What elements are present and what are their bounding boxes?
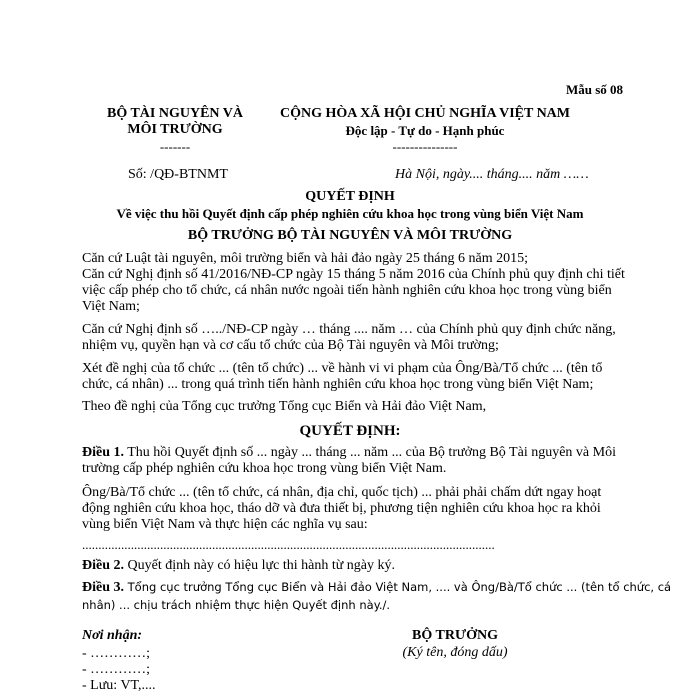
article-1-label: Điều 1.: [82, 445, 124, 460]
preamble-recommendation: Theo đề nghị của Tổng cục trưởng Tổng cục Biển và Hải đảo Việt Nam,: [82, 399, 487, 414]
article-1-obligation-line1: Ông/Bà/Tổ chức ... (tên tổ chức, cá nhân, địa chỉ, quốc tịch) ... phải phải chấm dứt ngay hoạt: [82, 485, 602, 500]
article-3-line2: nhân) ... chịu trách nhiệm thực hiện Quyết định này./.: [82, 598, 391, 612]
issuing-authority: BỘ TRƯỞNG BỘ TÀI NGUYÊN VÀ MÔI TRƯỜNG: [187, 228, 513, 243]
preamble-decree-functions-line2: nhiệm vụ, quyền hạn và cơ cấu tổ chức của Bộ Tài nguyên và Môi trường;: [82, 338, 499, 353]
article-1-obligation-line2: động nghiên cứu khoa học, tháo dỡ và đưa thiết bị, phương tiện nghiên cứu khoa học ra khỏi: [82, 501, 601, 516]
recipient-item-archive: - Lưu: VT,....: [82, 678, 156, 693]
article-1-line1: [82, 445, 616, 461]
article-1-obligation-line3: vùng biển Việt Nam và thực hiện các nghĩa vụ sau:: [82, 517, 368, 532]
signature-title: BỘ TRƯỞNG: [412, 628, 498, 643]
preamble-proposal-line2: chức, cá nhân) ... trong quá trình tiến hành nghiên cứu khoa học trong vùng biển Việt Nam;: [82, 377, 594, 392]
article-2-label: Điều 2.: [82, 558, 124, 573]
national-motto: Độc lập - Tự do - Hạnh phúc: [345, 123, 505, 138]
preamble-proposal-line1: Xét đề nghị của tổ chức ... (tên tổ chức) ... về hành vi vi phạm của Ông/Bà/Tổ chức ... (tên tổ: [82, 361, 603, 376]
recipient-item-2: - …………;: [82, 662, 151, 677]
document-subtitle: Về việc thu hồi Quyết định cấp phép nghiên cứu khoa học trong vùng biển Việt Nam: [116, 206, 584, 221]
national-title: CỘNG HÒA XÃ HỘI CHỦ NGHĨA VIỆT NAM: [279, 106, 570, 121]
article-1-text: Thu hồi Quyết định số ... ngày ... tháng ... năm ... của Bộ trưởng Bộ Tài nguyên và Môi: [124, 445, 616, 460]
document-number: Số: /QĐ-BTNMT: [128, 167, 228, 182]
ministry-underline: -------: [159, 139, 191, 154]
decision-heading: QUYẾT ĐỊNH:: [299, 423, 401, 439]
place-date: Hà Nội, ngày.... tháng.... năm ……: [395, 167, 589, 182]
preamble-decree-functions-line1: Căn cứ Nghị định số …../NĐ-CP ngày … tháng .... năm … của Chính phủ quy định chức năng,: [82, 322, 616, 337]
ministry-name-line2: MÔI TRƯỜNG: [127, 122, 223, 137]
article-3-text: Tổng cục trưởng Tổng cục Biển và Hải đảo Việt Nam, .... và Ông/Bà/Tổ chức ... (tên tổ chức, cá: [124, 580, 672, 594]
signature-note: (Ký tên, đóng dấu): [402, 645, 508, 660]
article-1-line2: trường cấp phép nghiên cứu khoa học trong vùng biển Việt Nam.: [82, 461, 447, 476]
article-2: [82, 558, 395, 574]
article-3-label: Điều 3.: [82, 580, 124, 595]
document-title: QUYẾT ĐỊNH: [305, 189, 395, 204]
preamble-decree-41-line3: Việt Nam;: [82, 299, 140, 314]
recipient-item-1: - …………;: [82, 646, 151, 661]
form-number: Mẫu số 08: [566, 82, 624, 97]
article-3-line1: [82, 580, 671, 596]
motto-underline: ---------------: [392, 139, 458, 154]
recipients-label: Nơi nhận:: [82, 628, 143, 643]
preamble-law: Căn cứ Luật tài nguyên, môi trường biển và hải đảo ngày 25 tháng 6 năm 2015;: [82, 251, 528, 266]
preamble-decree-41-line1: Căn cứ Nghị định số 41/2016/NĐ-CP ngày 15 tháng 5 năm 2016 của Chính phủ quy định chi tiết: [82, 267, 625, 282]
article-1-dotted-line: ...............................................................................................................................: [82, 537, 495, 552]
preamble-decree-41-line2: việc cấp phép cho tổ chức, cá nhân nước ngoài tiến hành nghiên cứu khoa học trong vùng biển: [82, 283, 612, 298]
article-2-text: Quyết định này có hiệu lực thi hành từ ngày ký.: [124, 558, 396, 573]
ministry-name-line1: BỘ TÀI NGUYÊN VÀ: [106, 106, 243, 121]
